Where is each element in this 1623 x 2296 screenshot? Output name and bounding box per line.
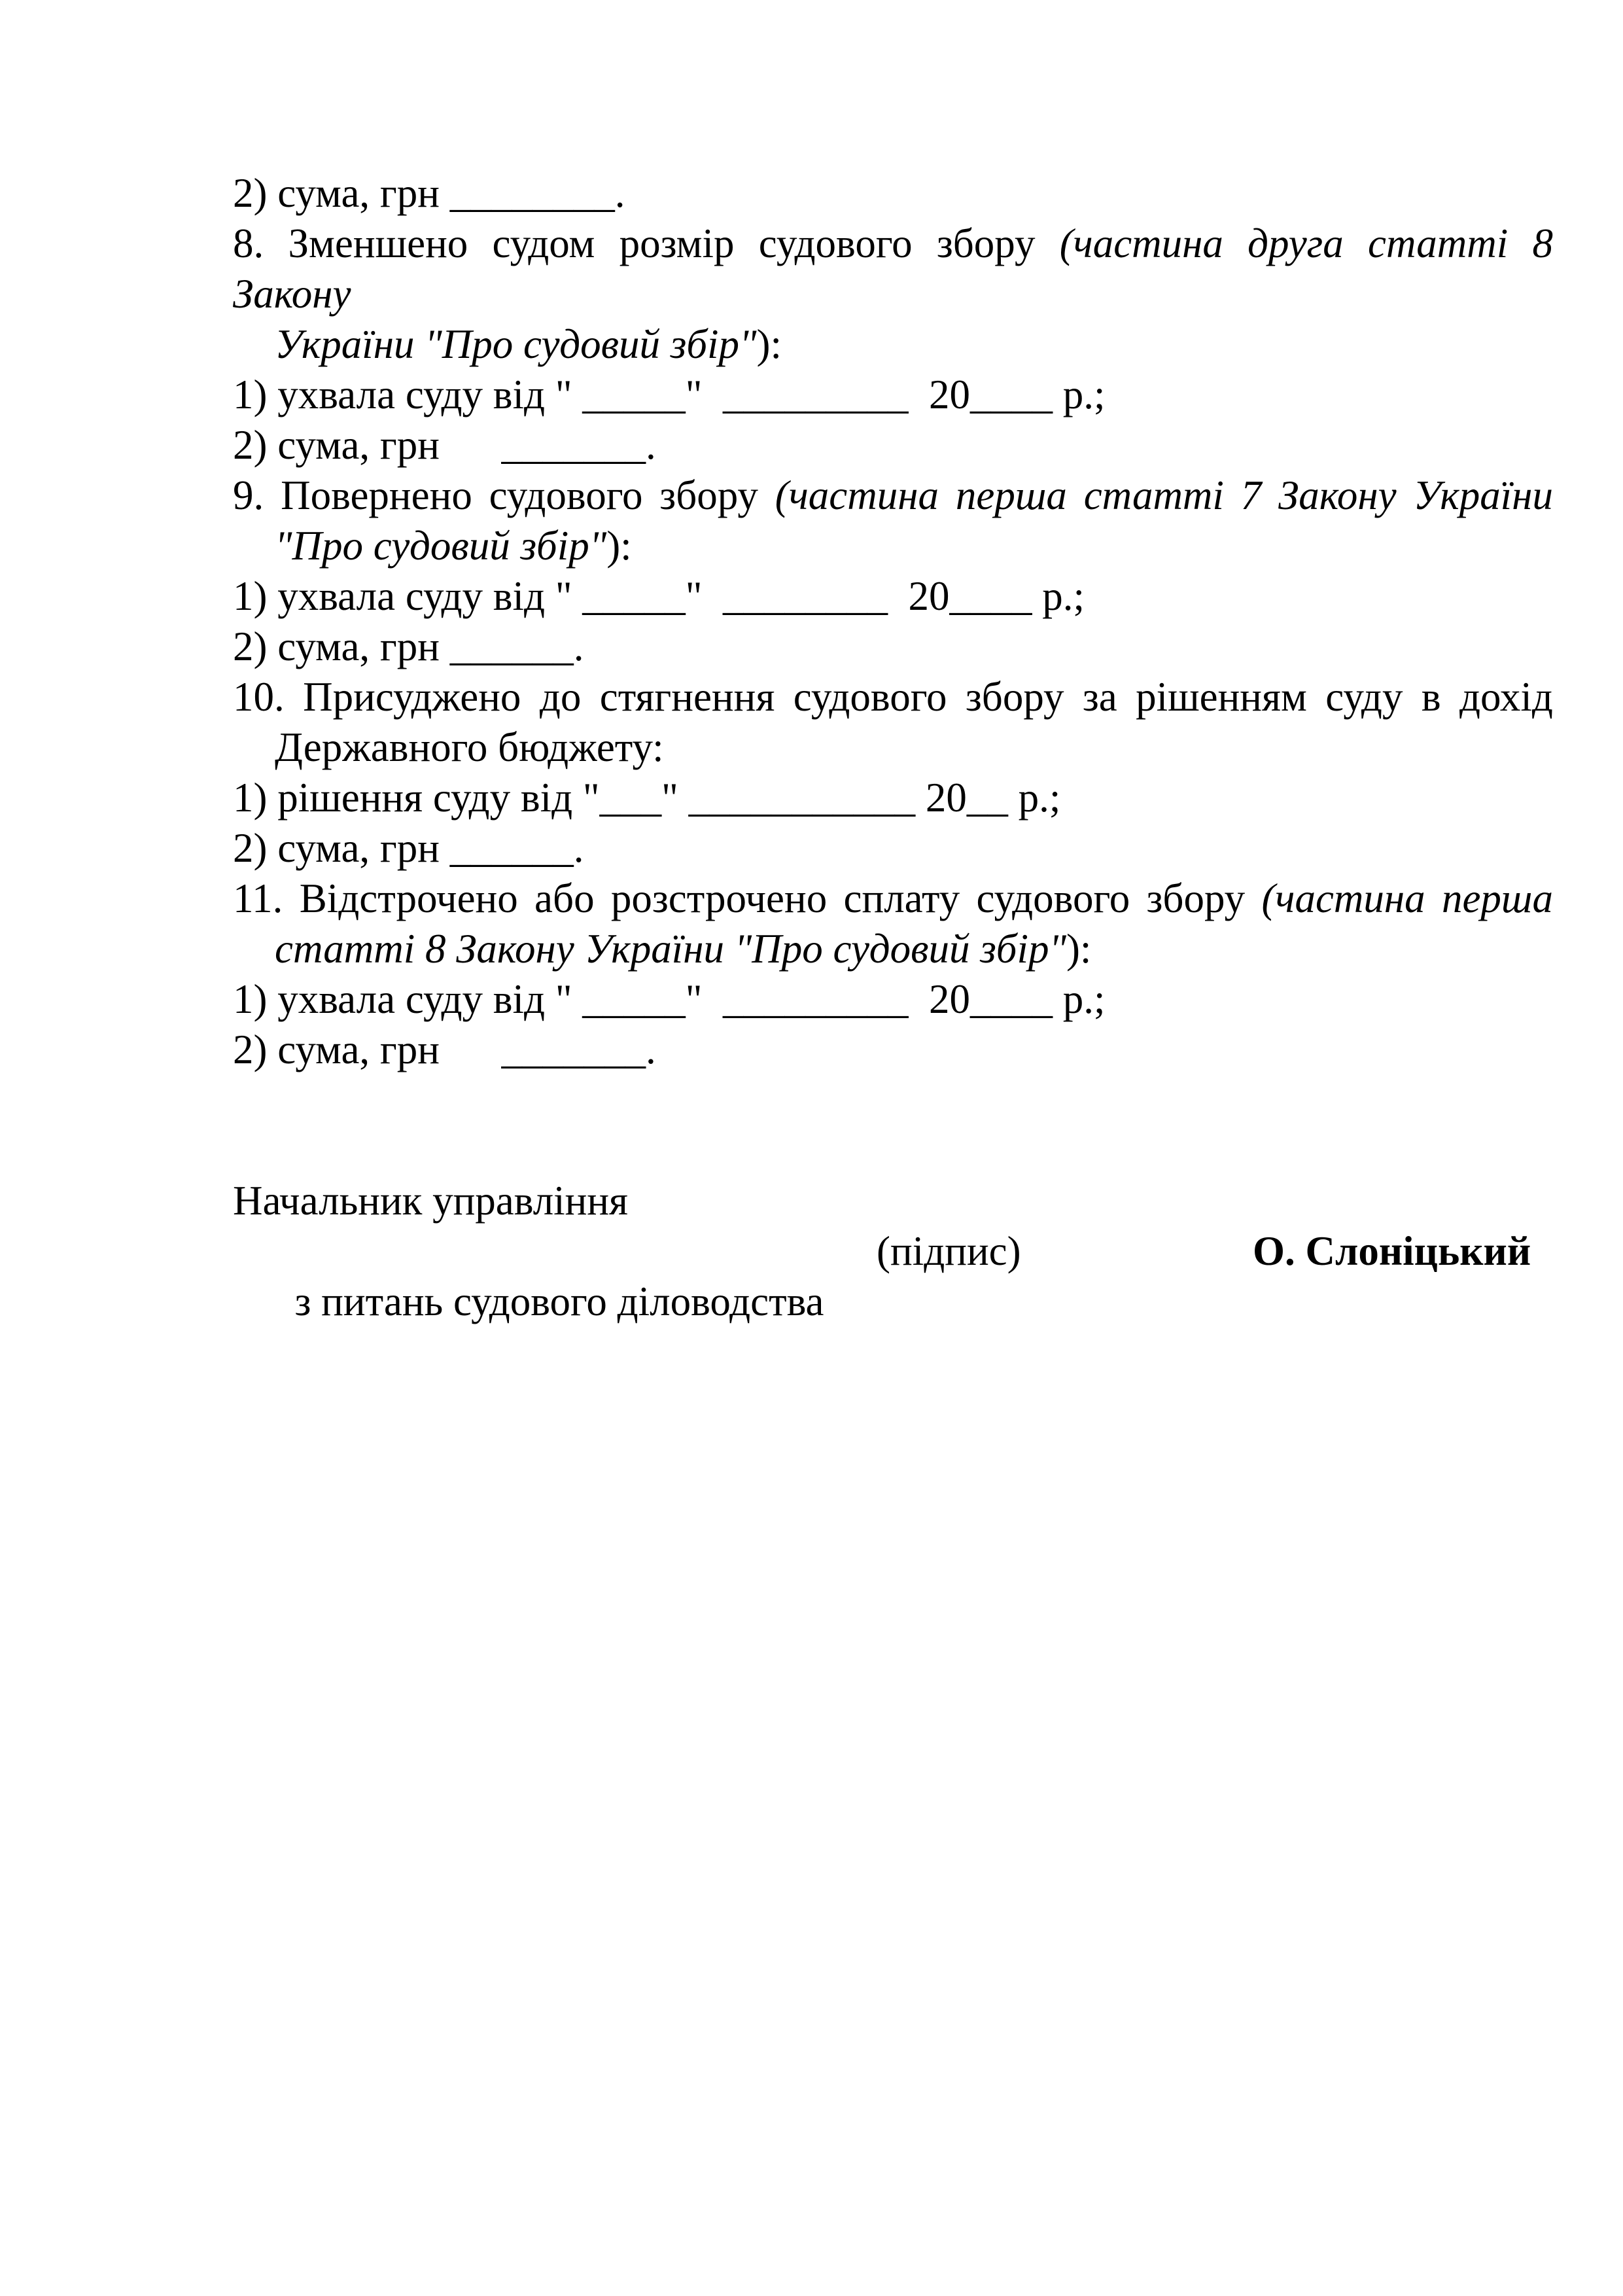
item-9-court-ruling-line — [233, 571, 1553, 622]
signatory-name: О. Слоніцький — [1253, 1228, 1531, 1274]
form-text: ): — [756, 321, 782, 367]
item-9-sum-line — [233, 622, 1553, 672]
item-10-heading-line1 — [233, 672, 1553, 722]
item-11-sum-line — [233, 1025, 1553, 1075]
spacer-line — [233, 1125, 1553, 1176]
item-8-heading-line1 — [233, 219, 1553, 319]
spacer-line — [233, 1075, 1553, 1125]
item-10-court-decision-line — [233, 773, 1553, 823]
form-text: 1) ухвала суду від " _____" _________ 20____ р.; — [233, 372, 1106, 417]
form-text: 1) ухвала суду від " _____" ________ 20____ р.; — [233, 573, 1085, 619]
signatory-title-line2: з питань судового діловодства — [294, 1279, 824, 1324]
form-text: 1) рішення суду від "___" ___________ 20__ р.; — [233, 775, 1061, 821]
form-text: Державного бюджету: — [275, 724, 664, 770]
item-8-sum-line — [233, 420, 1553, 470]
form-text: 2) сума, грн ______. — [233, 825, 584, 871]
form-text: 2) сума, грн ______. — [233, 624, 584, 669]
signatory-title-text: Начальник управління — [233, 1178, 629, 1224]
form-text: 10. Присуджено до стягнення судового збору за рішенням суду в дохід — [233, 674, 1553, 720]
legal-reference-italic: "Про судовий збір" — [275, 523, 607, 569]
form-text: 9. Повернено судового збору — [233, 472, 775, 518]
form-text: 2) сума, грн _______. — [233, 1027, 656, 1072]
item-8-court-ruling-line — [233, 370, 1553, 420]
item-8-heading-line2 — [233, 319, 1553, 370]
item-11-heading-line1 — [233, 874, 1553, 924]
legal-reference-italic: (частина перша статті 7 Закону України — [775, 472, 1553, 518]
legal-reference-italic: (частина перша — [1261, 875, 1553, 921]
legal-reference-italic: України "Про судовий збір" — [275, 321, 757, 367]
item-11-heading-line2 — [233, 924, 1553, 974]
item7-sum-line — [233, 168, 1553, 219]
item-11-court-ruling-line — [233, 974, 1553, 1025]
legal-reference-italic: статті 8 Закону України "Про судовий збір" — [275, 926, 1066, 972]
item-10-heading-line2 — [233, 722, 1553, 773]
form-text: 11. Відстрочено або розстрочено сплату судового збору — [233, 875, 1262, 921]
legal-reference-italic: (частина друга статті 8 Закону — [233, 221, 1553, 317]
form-text: 1) ухвала суду від " _____" _________ 20____ р.; — [233, 976, 1106, 1022]
signature-placeholder: (підпис) — [877, 1228, 1021, 1274]
form-text: 8. Зменшено судом розмір судового збору — [233, 221, 1060, 266]
signature-row — [233, 1226, 1553, 1478]
form-text: 2) сума, грн ________. — [233, 170, 625, 216]
form-text: 2) сума, грн _______. — [233, 422, 656, 468]
form-text: ): — [606, 523, 632, 569]
item-9-heading-line2 — [233, 521, 1553, 571]
item-9-heading-line1 — [233, 470, 1553, 521]
item-10-sum-line — [233, 823, 1553, 874]
signatory-title-line1 — [233, 1176, 1553, 1226]
form-text: ): — [1066, 926, 1092, 972]
